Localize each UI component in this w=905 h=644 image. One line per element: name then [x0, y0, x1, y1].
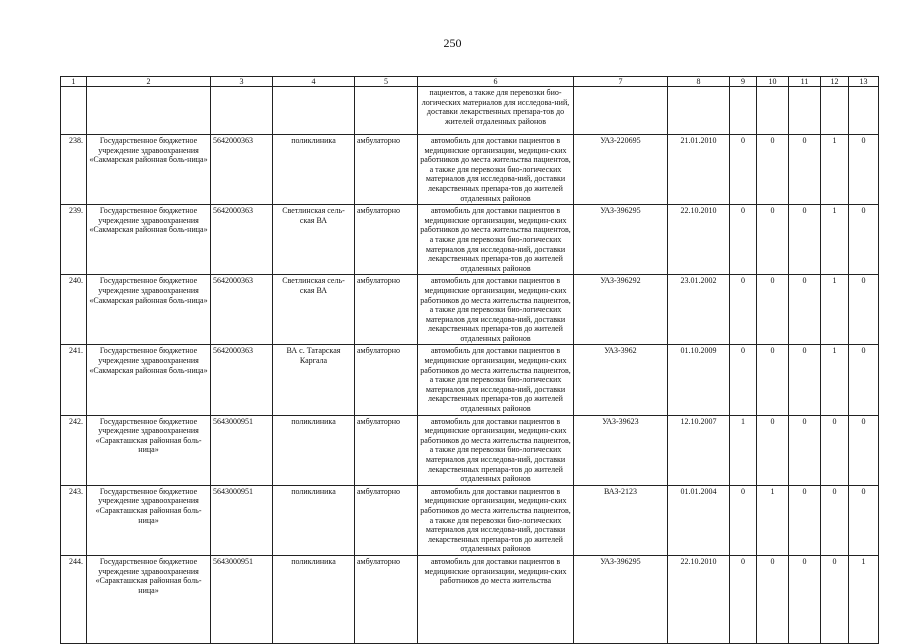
- row-number: 244.: [61, 555, 87, 643]
- inn-code: 5642000363: [211, 345, 273, 415]
- count-col-12: 1: [821, 275, 849, 345]
- count-col-11: 0: [789, 345, 821, 415]
- inn-code: [211, 87, 273, 135]
- vehicle-purpose: автомобиль для доставки пациентов в медицинские организации, медицин-ских работников до места жительства пациентов, а также для перевозки био-логических материалов для исследова-ний, доставки лекарственных препара-тов до жителей отдаленных районов: [418, 205, 574, 275]
- row-number: 239.: [61, 205, 87, 275]
- count-col-11: 0: [789, 555, 821, 643]
- column-header: 12: [821, 77, 849, 87]
- vehicle-purpose: автомобиль для доставки пациентов в медицинские организации, медицин-ских работников до места жительства пациентов, а также для перевозки био-логических материалов для исследова-ний, доставки лекарственных препара-тов до жителей отдаленных районов: [418, 345, 574, 415]
- count-col-9: 0: [730, 205, 757, 275]
- subdivision-name: поликлиника: [273, 485, 355, 555]
- care-mode: амбулаторно: [355, 135, 418, 205]
- subdivision-name: Светлинская сель-ская ВА: [273, 205, 355, 275]
- count-col-12: 1: [821, 135, 849, 205]
- count-col-9: 0: [730, 135, 757, 205]
- inn-code: 5642000363: [211, 135, 273, 205]
- subdivision-name: поликлиника: [273, 555, 355, 643]
- count-col-12: 0: [821, 415, 849, 485]
- row-number: 242.: [61, 415, 87, 485]
- vehicle-purpose: пациентов, а также для перевозки био-логических материалов для исследова-ний, доставки лекарственных препара-тов до жителей отдаленных районов: [418, 87, 574, 135]
- registration-date: 22.10.2010: [668, 555, 730, 643]
- column-header: 10: [757, 77, 789, 87]
- vehicle-purpose: автомобиль для доставки пациентов в медицинские организации, медицин-ских работников до места жительства пациентов, а также для перевозки био-логических материалов для исследова-ний, доставки лекарственных препара-тов до жителей отдаленных районов: [418, 415, 574, 485]
- count-col-9: 0: [730, 275, 757, 345]
- registration-date: 12.10.2007: [668, 415, 730, 485]
- count-col-13: [849, 87, 879, 135]
- count-col-9: 0: [730, 555, 757, 643]
- count-col-10: 0: [757, 135, 789, 205]
- care-mode: амбулаторно: [355, 555, 418, 643]
- row-number: 238.: [61, 135, 87, 205]
- count-col-11: 0: [789, 485, 821, 555]
- subdivision-name: поликлиника: [273, 415, 355, 485]
- count-col-11: 0: [789, 275, 821, 345]
- column-header: 6: [418, 77, 574, 87]
- column-header: 2: [87, 77, 211, 87]
- count-col-10: 1: [757, 485, 789, 555]
- table-row: [61, 135, 879, 205]
- subdivision-name: [273, 87, 355, 135]
- count-col-13: 1: [849, 555, 879, 643]
- count-col-10: 0: [757, 275, 789, 345]
- count-col-13: 0: [849, 135, 879, 205]
- vehicle-purpose: автомобиль для доставки пациентов в медицинские организации, медицин-ских работников до места жительства пациентов, а также для перевозки био-логических материалов для исследова-ний, доставки лекарственных препара-тов до жителей отдаленных районов: [418, 485, 574, 555]
- vehicle-model: УАЗ-220695: [574, 135, 668, 205]
- table-row: [61, 485, 879, 555]
- table-row: [61, 415, 879, 485]
- count-col-10: 0: [757, 205, 789, 275]
- count-col-11: [789, 87, 821, 135]
- count-col-13: 0: [849, 275, 879, 345]
- column-header: 9: [730, 77, 757, 87]
- subdivision-name: Светлинская сель-ская ВА: [273, 275, 355, 345]
- vehicle-model: УАЗ-396292: [574, 275, 668, 345]
- count-col-9: 0: [730, 345, 757, 415]
- care-mode: [355, 87, 418, 135]
- count-col-9: [730, 87, 757, 135]
- column-header: 7: [574, 77, 668, 87]
- page-number: 250: [443, 36, 462, 50]
- care-mode: амбулаторно: [355, 275, 418, 345]
- vehicle-model: [574, 87, 668, 135]
- row-number: 240.: [61, 275, 87, 345]
- count-col-12: 0: [821, 485, 849, 555]
- column-header: 11: [789, 77, 821, 87]
- organization-name: [87, 87, 211, 135]
- count-col-11: 0: [789, 205, 821, 275]
- row-number: [61, 87, 87, 135]
- subdivision-name: поликлиника: [273, 135, 355, 205]
- count-col-12: 1: [821, 345, 849, 415]
- care-mode: амбулаторно: [355, 415, 418, 485]
- registration-date: 01.10.2009: [668, 345, 730, 415]
- count-col-12: 0: [821, 555, 849, 643]
- count-col-10: 0: [757, 555, 789, 643]
- organization-name: Государственное бюджетное учреждение здравоохранения «Саракташская районная боль-ница»: [87, 415, 211, 485]
- organization-name: Государственное бюджетное учреждение здравоохранения «Сакмарская районная боль-ница»: [87, 275, 211, 345]
- registration-date: [668, 87, 730, 135]
- table-row: [61, 345, 879, 415]
- organization-name: Государственное бюджетное учреждение здравоохранения «Саракташская районная боль-ница»: [87, 485, 211, 555]
- column-header: 4: [273, 77, 355, 87]
- inn-code: 5643000951: [211, 555, 273, 643]
- organization-name: Государственное бюджетное учреждение здравоохранения «Саракташская районная боль-ница»: [87, 555, 211, 643]
- registration-date: 22.10.2010: [668, 205, 730, 275]
- count-col-10: [757, 87, 789, 135]
- row-number: 243.: [61, 485, 87, 555]
- table-row: [61, 275, 879, 345]
- table-row: [61, 205, 879, 275]
- count-col-13: 0: [849, 415, 879, 485]
- care-mode: амбулаторно: [355, 205, 418, 275]
- organization-name: Государственное бюджетное учреждение здравоохранения «Сакмарская районная боль-ница»: [87, 135, 211, 205]
- vehicle-model: ВАЗ-2123: [574, 485, 668, 555]
- vehicle-model: УАЗ-3962: [574, 345, 668, 415]
- vehicle-model: УАЗ-396295: [574, 205, 668, 275]
- column-header: 1: [61, 77, 87, 87]
- care-mode: амбулаторно: [355, 485, 418, 555]
- table-row: [61, 87, 879, 135]
- row-number: 241.: [61, 345, 87, 415]
- vehicle-purpose: автомобиль для доставки пациентов в медицинские организации, медицин-ских работников до места жительства пациентов, а также для перевозки био-логических материалов для исследова-ний, доставки лекарственных препара-тов до жителей отдаленных районов: [418, 275, 574, 345]
- count-col-9: 1: [730, 415, 757, 485]
- table-row: [61, 555, 879, 643]
- care-mode: амбулаторно: [355, 345, 418, 415]
- count-col-13: 0: [849, 485, 879, 555]
- count-col-11: 0: [789, 415, 821, 485]
- count-col-9: 0: [730, 485, 757, 555]
- vehicle-model: УАЗ-39623: [574, 415, 668, 485]
- organization-name: Государственное бюджетное учреждение здравоохранения «Сакмарская районная боль-ница»: [87, 205, 211, 275]
- vehicle-registry-table: [60, 76, 879, 644]
- vehicle-purpose: автомобиль для доставки пациентов в медицинские организации, медицин-ских работников до места жительства пациентов, а также для перевозки био-логических материалов для исследова-ний, доставки лекарственных препара-тов до жителей отдаленных районов: [418, 135, 574, 205]
- column-header: 8: [668, 77, 730, 87]
- subdivision-name: ВА с. Татарская Каргала: [273, 345, 355, 415]
- count-col-12: [821, 87, 849, 135]
- inn-code: 5643000951: [211, 415, 273, 485]
- count-col-11: 0: [789, 135, 821, 205]
- count-col-13: 0: [849, 345, 879, 415]
- column-header: 13: [849, 77, 879, 87]
- registration-date: 21.01.2010: [668, 135, 730, 205]
- registration-date: 01.01.2004: [668, 485, 730, 555]
- inn-code: 5642000363: [211, 275, 273, 345]
- count-col-13: 0: [849, 205, 879, 275]
- count-col-12: 1: [821, 205, 849, 275]
- inn-code: 5642000363: [211, 205, 273, 275]
- registration-date: 23.01.2002: [668, 275, 730, 345]
- column-header: 3: [211, 77, 273, 87]
- vehicle-purpose: автомобиль для доставки пациентов в медицинские организации, медицин-ских работников до места жительства: [418, 555, 574, 643]
- column-number-header-row: [61, 77, 879, 87]
- column-header: 5: [355, 77, 418, 87]
- vehicle-model: УАЗ-396295: [574, 555, 668, 643]
- organization-name: Государственное бюджетное учреждение здравоохранения «Сакмарская районная боль-ница»: [87, 345, 211, 415]
- count-col-10: 0: [757, 345, 789, 415]
- count-col-10: 0: [757, 415, 789, 485]
- inn-code: 5643000951: [211, 485, 273, 555]
